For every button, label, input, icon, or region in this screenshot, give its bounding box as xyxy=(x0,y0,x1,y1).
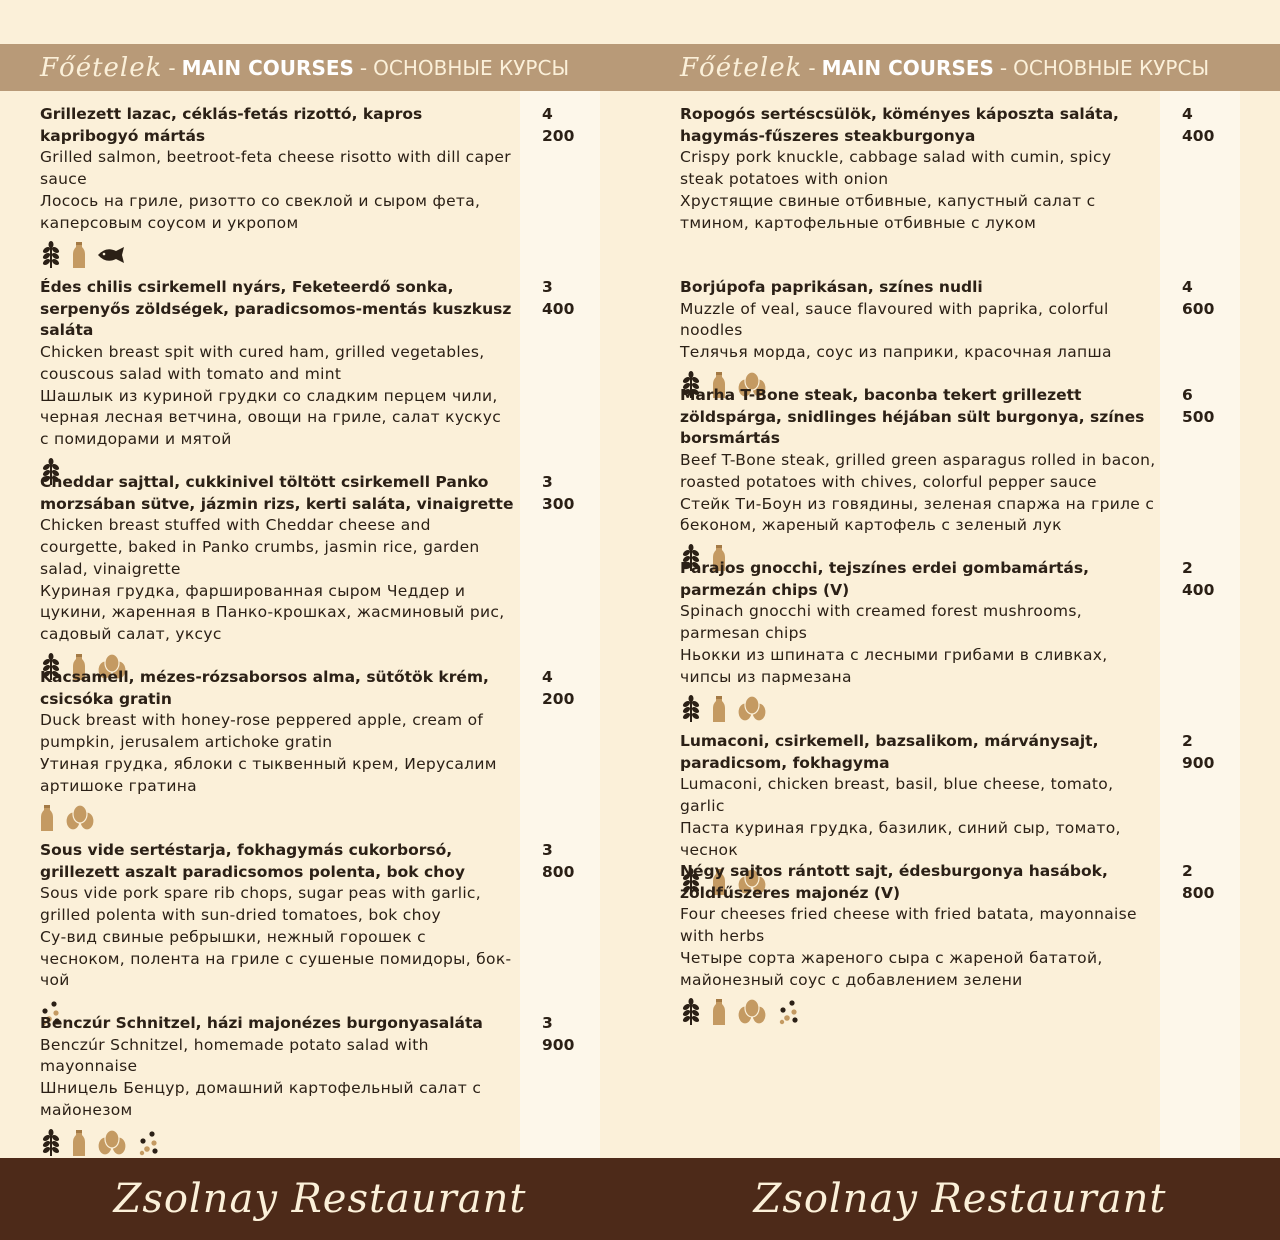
dish-desc-ru: Ньокки из шпината с лесными грибами в сливках, чипсы из пармезана xyxy=(680,645,1108,686)
dish-desc-ru: Стейк Ти-Боун из говядины, зеленая спаржа на гриле с беконом, жареный картофель с зеленый лук xyxy=(680,494,1155,535)
header-russian-title: ОСНОВНЫЕ КУРСЫ xyxy=(1013,55,1210,80)
eggs-icon xyxy=(736,998,768,1026)
dish-title: Grillezett lazac, céklás-fetás rizottó, kapros kapribogyó mártás xyxy=(40,105,423,145)
menu-item xyxy=(680,558,1215,724)
header-english-title: MAIN COURSES xyxy=(181,55,354,80)
allergen-icons xyxy=(40,803,515,833)
dish-price: 6 500 xyxy=(1182,386,1215,426)
milk-bottle-icon xyxy=(40,804,54,832)
menu-item xyxy=(40,840,575,1028)
dish-desc-en: Sous vide pork spare rib chops, sugar peas with garlic, grilled polenta with sun-dried tomatoes, bok choy xyxy=(40,884,481,925)
price-column xyxy=(1160,91,1240,1158)
menu-page-right xyxy=(640,0,1280,1240)
menu-item xyxy=(40,667,575,833)
dish-price: 4 200 xyxy=(542,668,575,708)
footer xyxy=(0,1158,640,1240)
menu-item xyxy=(680,277,1215,400)
wheat-icon xyxy=(40,241,62,269)
dish-desc-ru: Четыре сорта жареного сыра с жареной бататой, майонезный соус с добавлением зелени xyxy=(680,948,1103,989)
dish-price: 2 400 xyxy=(1182,559,1215,599)
dish-desc-en: Chicken breast spit with cured ham, grilled vegetables, couscous salad with tomato and mint xyxy=(40,343,485,383)
dish-price: 2 900 xyxy=(1182,732,1215,772)
dish-price: 3 800 xyxy=(542,841,575,881)
fish-icon xyxy=(96,246,126,264)
mustard-seeds-icon xyxy=(778,999,800,1025)
header-russian-title: ОСНОВНЫЕ КУРСЫ xyxy=(373,55,570,80)
dish-title: Ropogós sertéscsülök, köményes káposzta saláta, hagymás-fűszeres steakburgonya xyxy=(680,105,1119,145)
price-column xyxy=(520,91,600,1158)
dish-desc-en: Benczúr Schnitzel, homemade potato salad with mayonnaise xyxy=(40,1035,429,1076)
dish-title: Borjúpofa paprikásan, színes nudli xyxy=(680,278,983,296)
dish-price: 3 300 xyxy=(542,473,575,513)
wheat-icon xyxy=(680,998,702,1026)
header-english-title: MAIN COURSES xyxy=(821,55,994,80)
dish-price: 3 400 xyxy=(542,278,575,318)
dish-desc-en: Four cheeses fried cheese with fried batata, mayonnaise with herbs xyxy=(680,905,1137,946)
dish-desc-ru: Паста куриная грудка, базилик, синий сыр, томато, чеснок xyxy=(680,818,1121,859)
dish-price: 4 400 xyxy=(1182,105,1215,145)
dish-title: Sous vide sertéstarja, fokhagymás cukorborsó, grillezett aszalt paradicsomos polenta, bok choy xyxy=(40,841,465,881)
eggs-icon xyxy=(736,695,768,723)
dish-price: 2 800 xyxy=(1182,862,1215,902)
header-script-title: Főételek xyxy=(40,52,163,83)
dish-desc-ru: Шницель Бенцур, домашний картофельный салат с майонезом xyxy=(40,1079,482,1119)
dish-desc-en: Crispy pork knuckle, cabbage salad with cumin, spicy steak potatoes with onion xyxy=(680,148,1112,189)
dish-title: Benczúr Schnitzel, házi majonézes burgonyasaláta xyxy=(40,1014,483,1032)
section-header: Főételek - MAIN COURSES - ОСНОВНЫЕ КУРСЫ xyxy=(0,44,640,91)
menu-item xyxy=(680,861,1215,1027)
dish-title: Édes chilis csirkemell nyárs, Feketeerdő sonka, serpenyős zöldségek, paradicsomos-mentás kuszkusz saláta xyxy=(40,278,512,340)
dish-desc-ru: Телячья морда, соус из паприки, красочная лапша xyxy=(680,343,1112,362)
menu-item xyxy=(680,385,1215,573)
menu-item xyxy=(40,104,575,270)
dish-desc-ru: Куриная грудка, фаршированная сыром Чеддер и цукини, жаренная в Панко-крошках, жасминовый рис, садовый салат, уксус xyxy=(40,581,505,643)
dish-desc-en: Beef T-Bone steak, grilled green asparagus rolled in bacon, roasted potatoes with chives, colorful pepper sauce xyxy=(680,451,1156,491)
menu-item xyxy=(40,1013,575,1158)
dish-desc-ru: Лосось на гриле, ризотто со свеклой и сыром фета, каперсовым соусом и укропом xyxy=(40,191,481,232)
dish-desc-en: Lumaconi, chicken breast, basil, blue cheese, tomato, garlic xyxy=(680,775,1114,816)
eggs-icon xyxy=(96,1129,128,1157)
dish-title: Négy sajtos rántott sajt, édesburgonya hasábok, zöldfűszeres majonéz (V) xyxy=(680,862,1108,902)
dish-price: 4 600 xyxy=(1182,278,1215,318)
dish-desc-en: Spinach gnocchi with creamed forest mushrooms, parmesan chips xyxy=(680,602,1082,643)
dish-desc-en: Grilled salmon, beetroot-feta cheese risotto with dill caper sauce xyxy=(40,148,511,189)
dish-title: Lumaconi, csirkemell, bazsalikom, márványsajt, paradicsom, fokhagyma xyxy=(680,732,1099,772)
allergen-icons xyxy=(680,694,1158,724)
dish-desc-en: Muzzle of veal, sauce flavoured with paprika, colorful noodles xyxy=(680,299,1109,340)
wheat-icon xyxy=(40,1129,62,1157)
dish-desc-en: Duck breast with honey-rose peppered apple, cream of pumpkin, jerusalem artichoke gratin xyxy=(40,711,484,752)
milk-bottle-icon xyxy=(712,998,726,1026)
milk-bottle-icon xyxy=(712,695,726,723)
menu-item xyxy=(40,277,575,487)
dish-title: Kacsamell, mézes-rózsaborsos alma, sütőtök krém, csicsóka gratin xyxy=(40,668,489,708)
milk-bottle-icon xyxy=(72,241,86,269)
dish-desc-ru: Хрустящие свиные отбивные, капустный салат с тмином, картофельные отбивные с луком xyxy=(680,191,1096,232)
wheat-icon xyxy=(680,695,702,723)
menu-item xyxy=(680,104,1215,234)
dish-desc-ru: Шашлык из куриной грудки со сладким перцем чили, черная лесная ветчина, овощи на гриле, салат кускус с помидорами и мятой xyxy=(40,386,502,448)
dish-price: 3 900 xyxy=(542,1014,575,1054)
header-script-title: Főételek xyxy=(680,52,803,83)
allergen-icons xyxy=(40,1128,515,1158)
dish-desc-ru: Су-вид свиные ребрышки, нежный горошек с чесноком, полента на гриле с сушеные помидоры, бок-чой xyxy=(40,927,512,990)
dish-title: Marha T-Bone steak, baconba tekert grillezett zöldspárga, snidlinges héjában sült burgonya, színes borsmártás xyxy=(680,386,1145,448)
dish-price: 4 200 xyxy=(542,105,575,145)
mustard-seeds-icon xyxy=(138,1130,160,1156)
dish-title: Parajos gnocchi, tejszínes erdei gombamártás, parmezán chips (V) xyxy=(680,559,1090,599)
restaurant-logo: Zsolnay Restaurant xyxy=(113,1176,527,1222)
eggs-icon xyxy=(64,804,96,832)
dish-desc-en: Chicken breast stuffed with Cheddar cheese and courgette, baked in Panko crumbs, jasmin rice, garden salad, vinaigrette xyxy=(40,516,480,578)
dish-desc-ru: Утиная грудка, яблоки с тыквенный крем, Иерусалим артишоке гратина xyxy=(40,754,497,795)
menu-item xyxy=(40,472,575,682)
dish-title: Cheddar sajttal, cukkinivel töltött csirkemell Panko morzsában sütve, jázmin rizs, kerti saláta, vinaigrette xyxy=(40,473,514,513)
footer xyxy=(640,1158,1280,1240)
section-header: Főételek - MAIN COURSES - ОСНОВНЫЕ КУРСЫ xyxy=(640,44,1280,91)
allergen-icons xyxy=(40,240,515,270)
restaurant-logo: Zsolnay Restaurant xyxy=(753,1176,1167,1222)
milk-bottle-icon xyxy=(72,1129,86,1157)
allergen-icons xyxy=(680,997,1158,1027)
